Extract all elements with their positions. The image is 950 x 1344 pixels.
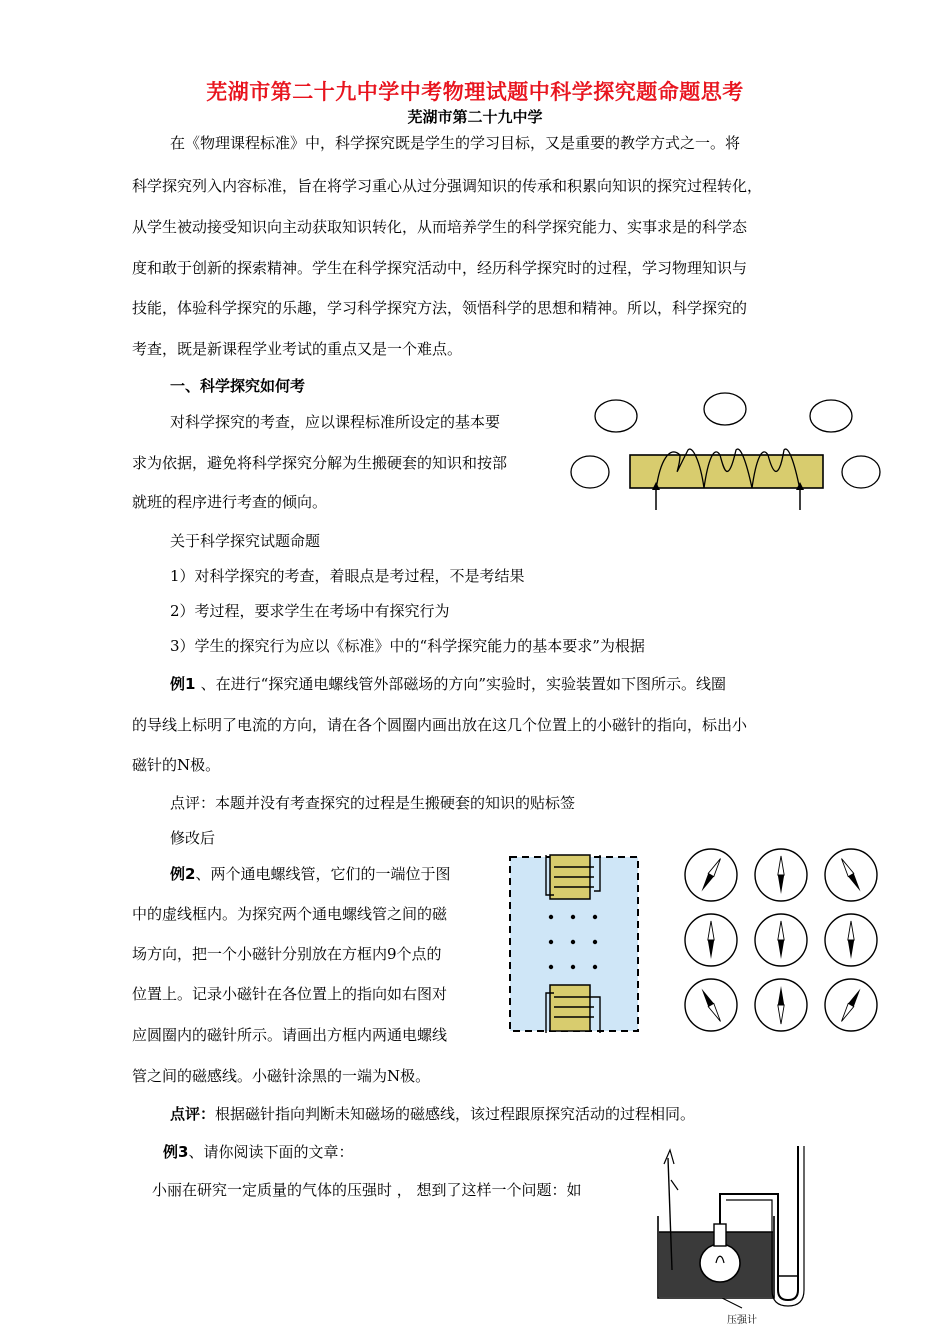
example3-line-1: 例3、请你阅读下面的文章： [163, 1143, 354, 1161]
comment2: 点评：根据磁针指向判断未知磁场的磁感线，该过程跟原探究活动的过程相同。 [170, 1105, 696, 1123]
example2-line-3: 场方向，把一个小磁针分别放在方框内9个点的 [132, 945, 442, 963]
pressure-figure [656, 1150, 826, 1320]
section1-line-2: 求为依据，避免将科学探究分解为生搬硬套的知识和按部 [132, 454, 508, 472]
intro-line-1: 在《物理课程标准》中，科学探究既是学生的学习目标，又是重要的教学方式之一。将 [170, 134, 741, 152]
compass-6 [825, 914, 877, 966]
example2-line-1: 例2、两个通电螺线管，它们的一端位于图 [170, 865, 451, 883]
example1-line-2: 的导线上标明了电流的方向，请在各个圆圈内画出放在这几个位置上的小磁针的指向，标出小 [132, 716, 748, 734]
compass-3 [825, 849, 877, 901]
example2-line-6: 管之间的磁感线。小磁针涂黑的一端为N极。 [132, 1067, 431, 1085]
example3-label: 例3 [163, 1143, 189, 1161]
example1-line-3: 磁针的N极。 [132, 756, 221, 774]
page-subtitle: 芜湖市第二十九中学 [407, 108, 543, 126]
about-heading: 关于科学探究试题命题 [170, 532, 321, 550]
section1-heading: 一、科学探究如何考 [170, 377, 306, 395]
compass-8 [755, 979, 807, 1031]
section1-line-1: 对科学探究的考查，应以课程标准所设定的基本要 [170, 413, 501, 431]
dashed-box-figure [508, 855, 640, 1033]
example2-label: 例2 [170, 865, 196, 883]
intro-line-5: 技能，体验科学探究的乐趣，学习科学探究方法，领悟科学的思想和精神。所以，科学探究的 [132, 299, 748, 317]
point-2: 2）考过程，要求学生在考场中有探究行为 [170, 602, 450, 620]
example2-line-4: 位置上。记录小磁针在各位置上的指向如右图对 [132, 985, 448, 1003]
compass-9 [825, 979, 877, 1031]
example3-line-2: 小丽在研究一定质量的气体的压强时 ， 想到了这样一个问题：如 [152, 1181, 582, 1199]
point-3: 3）学生的探究行为应以《标准》中的“科学探究能力的基本要求”为根据 [170, 637, 645, 655]
intro-line-6: 考查，既是新课程学业考试的重点又是一个难点。 [132, 340, 463, 358]
comment1: 点评：本题并没有考查探究的过程是生搬硬套的知识的贴标签 [170, 794, 576, 812]
compass-7 [685, 979, 737, 1031]
compass-grid [683, 845, 883, 1035]
compass-5 [755, 914, 807, 966]
example2-line-2: 中的虚线框内。为探究两个通电螺线管之间的磁 [132, 905, 448, 923]
example1-line-1: 例1 、在进行“探究通电螺线管外部磁场的方向”实验时，实验装置如下图所示。线圈 [170, 675, 727, 693]
intro-line-2: 科学探究列入内容标准，旨在将学习重心从过分强调知识的传承和积累向知识的探究过程转化， [132, 177, 763, 195]
pressure-gauge-label: 压强计 [727, 1315, 757, 1326]
compass-2 [755, 849, 807, 901]
page-title: 芜湖市第二十九中学中考物理试题中科学探究题命题思考 [206, 80, 744, 104]
intro-line-4: 度和敢于创新的探索精神。学生在科学探究活动中，经历科学探究时的过程，学习物理知识与 [132, 259, 748, 277]
revised-label: 修改后 [170, 829, 216, 847]
compass-4 [685, 914, 737, 966]
compass-1 [685, 849, 737, 901]
example2-line-5: 应圆圈内的磁针所示。请画出方框内两通电螺线 [132, 1026, 448, 1044]
point-1: 1）对科学探究的考查，着眼点是考过程，不是考结果 [170, 567, 525, 585]
intro-line-3: 从学生被动接受知识向主动获取知识转化，从而培养学生的科学探究能力、实事求是的科学态 [132, 218, 748, 236]
comment2-label: 点评： [170, 1105, 216, 1123]
section1-line-3: 就班的程序进行考查的倾向。 [132, 493, 328, 511]
solenoid-figure [570, 390, 880, 515]
example1-label: 例1 [170, 675, 201, 693]
